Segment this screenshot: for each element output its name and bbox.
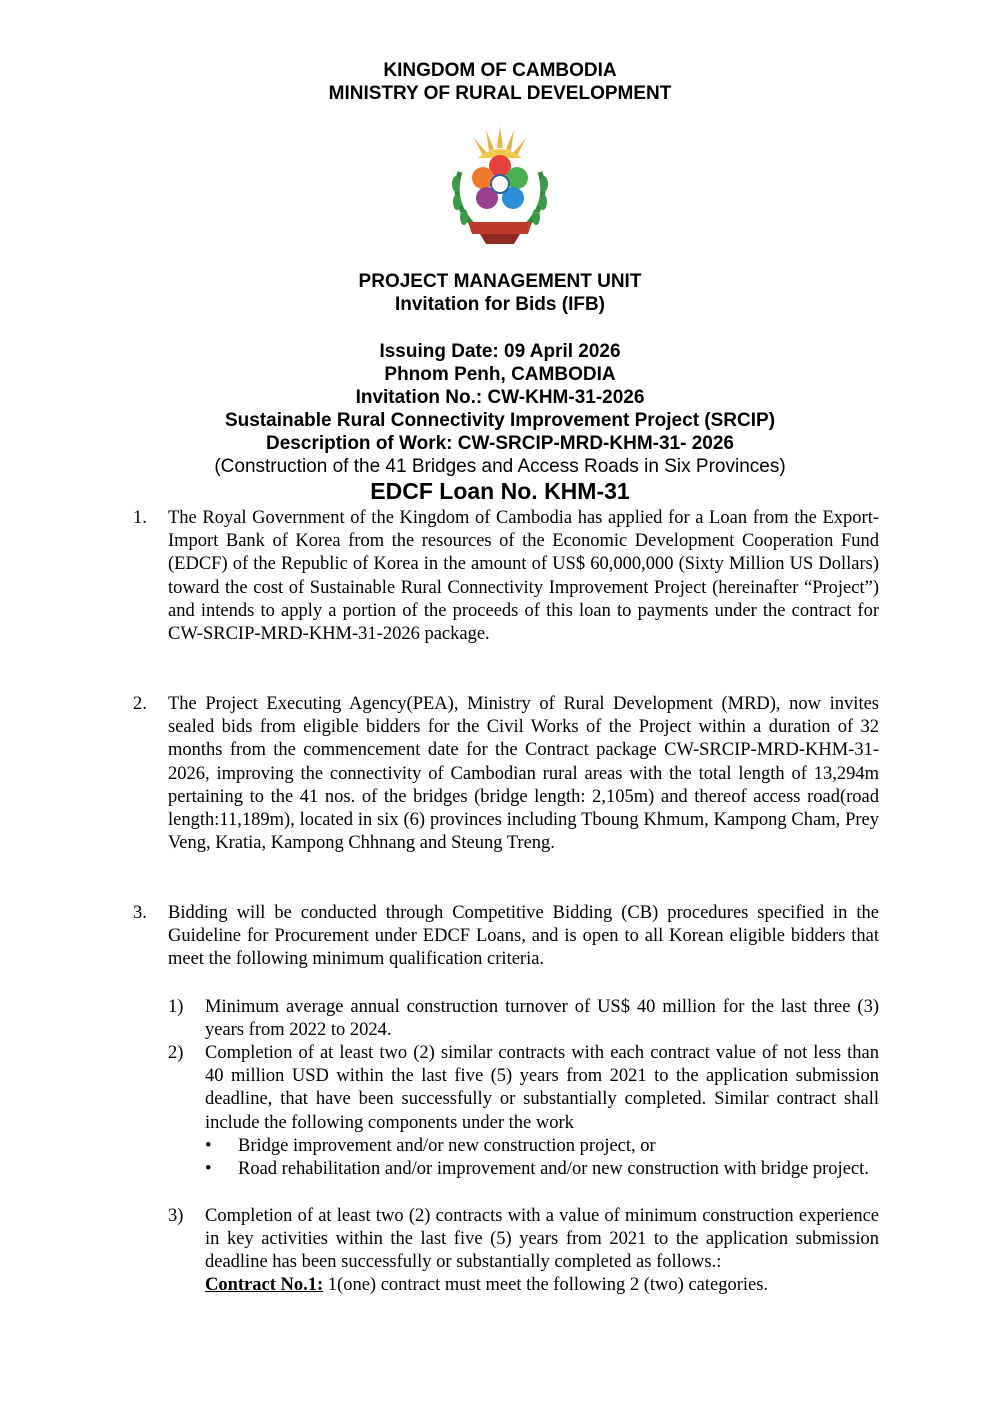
criterion-number: 1) xyxy=(168,997,184,1017)
project-name: Sustainable Rural Connectivity Improvement Project (SRCIP) xyxy=(224,410,776,431)
criterion-text: Completion of at least two (2) contracts with a value of minimum construction experience in key activities within the last five (5) years from 2021 to the application submission deadline has been successfully or substantially completed as follows.: xyxy=(205,1206,879,1273)
invitation-number: Invitation No.: CW-KHM-31-2026 xyxy=(355,387,645,408)
bullet-text: Bridge improvement and/or new construction project, or xyxy=(238,1136,656,1156)
paragraph-number: 2. xyxy=(133,694,147,714)
criterion-number: 2) xyxy=(168,1043,184,1063)
work-description: Description of Work: CW-SRCIP-MRD-KHM-31- 2026 xyxy=(266,433,734,454)
header-ministry: MINISTRY OF RURAL DEVELOPMENT xyxy=(328,83,672,104)
header-country: KINGDOM OF CAMBODIA xyxy=(383,60,617,81)
unit-title: PROJECT MANAGEMENT UNIT xyxy=(358,271,642,292)
issuing-date: Issuing Date: 09 April 2026 xyxy=(379,341,621,362)
contract-label: Contract No.1: xyxy=(205,1275,324,1295)
ministry-emblem-icon xyxy=(440,122,560,247)
paragraph-number: 3. xyxy=(133,903,147,923)
criterion-text: Completion of at least two (2) similar contracts with each contract value of not less than 40 million USD within the last five (5) years from 2021 to the application submission deadline, that have been successfully or substantially completed. Similar contract shall include the following components under the work xyxy=(205,1043,879,1133)
criterion-text: Minimum average annual construction turnover of US$ 40 million for the last three (3) years from 2022 to 2024. xyxy=(205,997,879,1041)
invitation-details xyxy=(0,340,1000,478)
paragraph-text: Bidding will be conducted through Competitive Bidding (CB) procedures specified in the Guideline for Procurement under EDCF Loans, and is open to all Korean eligible bidders that meet the following minimum qualification criteria. xyxy=(168,903,879,970)
bullet-icon: • xyxy=(205,1159,212,1179)
location: Phnom Penh, CAMBODIA xyxy=(384,364,616,385)
unit-heading xyxy=(0,270,1000,316)
bullet-text: Road rehabilitation and/or improvement and/or new construction with bridge project. xyxy=(238,1159,869,1179)
contract-line xyxy=(205,1274,768,1297)
bullet-icon: • xyxy=(205,1136,212,1156)
contract-text: 1(one) contract must meet the following 2 (two) categories. xyxy=(323,1275,769,1295)
paragraph-text: The Project Executing Agency(PEA), Ministry of Rural Development (MRD), now invites sealed bids from eligible bidders for the Civil Works of the Project within a duration of 32 months from the commencement date for the Contract package CW-SRCIP-MRD-KHM-31-2026, improving the connectivity of Cambodian rural areas with the total length of 13,294m pertaining to the 41 nos. of the bridges (bridge length: 2,105m) and thereof access road(road length:11,189m), located in six (6) provinces including Tboung Khmum, Kampong Cham, Prey Veng, Kratia, Kampong Chhnang and Steung Treng. xyxy=(168,694,879,854)
paragraph-number: 1. xyxy=(133,508,147,528)
loan-number: EDCF Loan No. KHM-31 xyxy=(370,478,630,504)
criterion-number: 3) xyxy=(168,1206,184,1226)
paragraph-text: The Royal Government of the Kingdom of Cambodia has applied for a Loan from the Export-Import Bank of Korea from the resources of the Economic Development Cooperation Fund (EDCF) of the Republic of Korea in the amount of US$ 60,000,000 (Sixty Million US Dollars) toward the cost of Sustainable Rural Connectivity Improvement Project (hereinafter “Project”) and intends to apply a portion of the proceeds of this loan to payments under the contract for CW-SRCIP-MRD-KHM-31-2026 package. xyxy=(168,508,879,645)
unit-subtitle: Invitation for Bids (IFB) xyxy=(394,294,606,315)
construction-scope: (Construction of the 41 Bridges and Access Roads in Six Provinces) xyxy=(214,456,786,477)
document-header xyxy=(0,59,1000,105)
